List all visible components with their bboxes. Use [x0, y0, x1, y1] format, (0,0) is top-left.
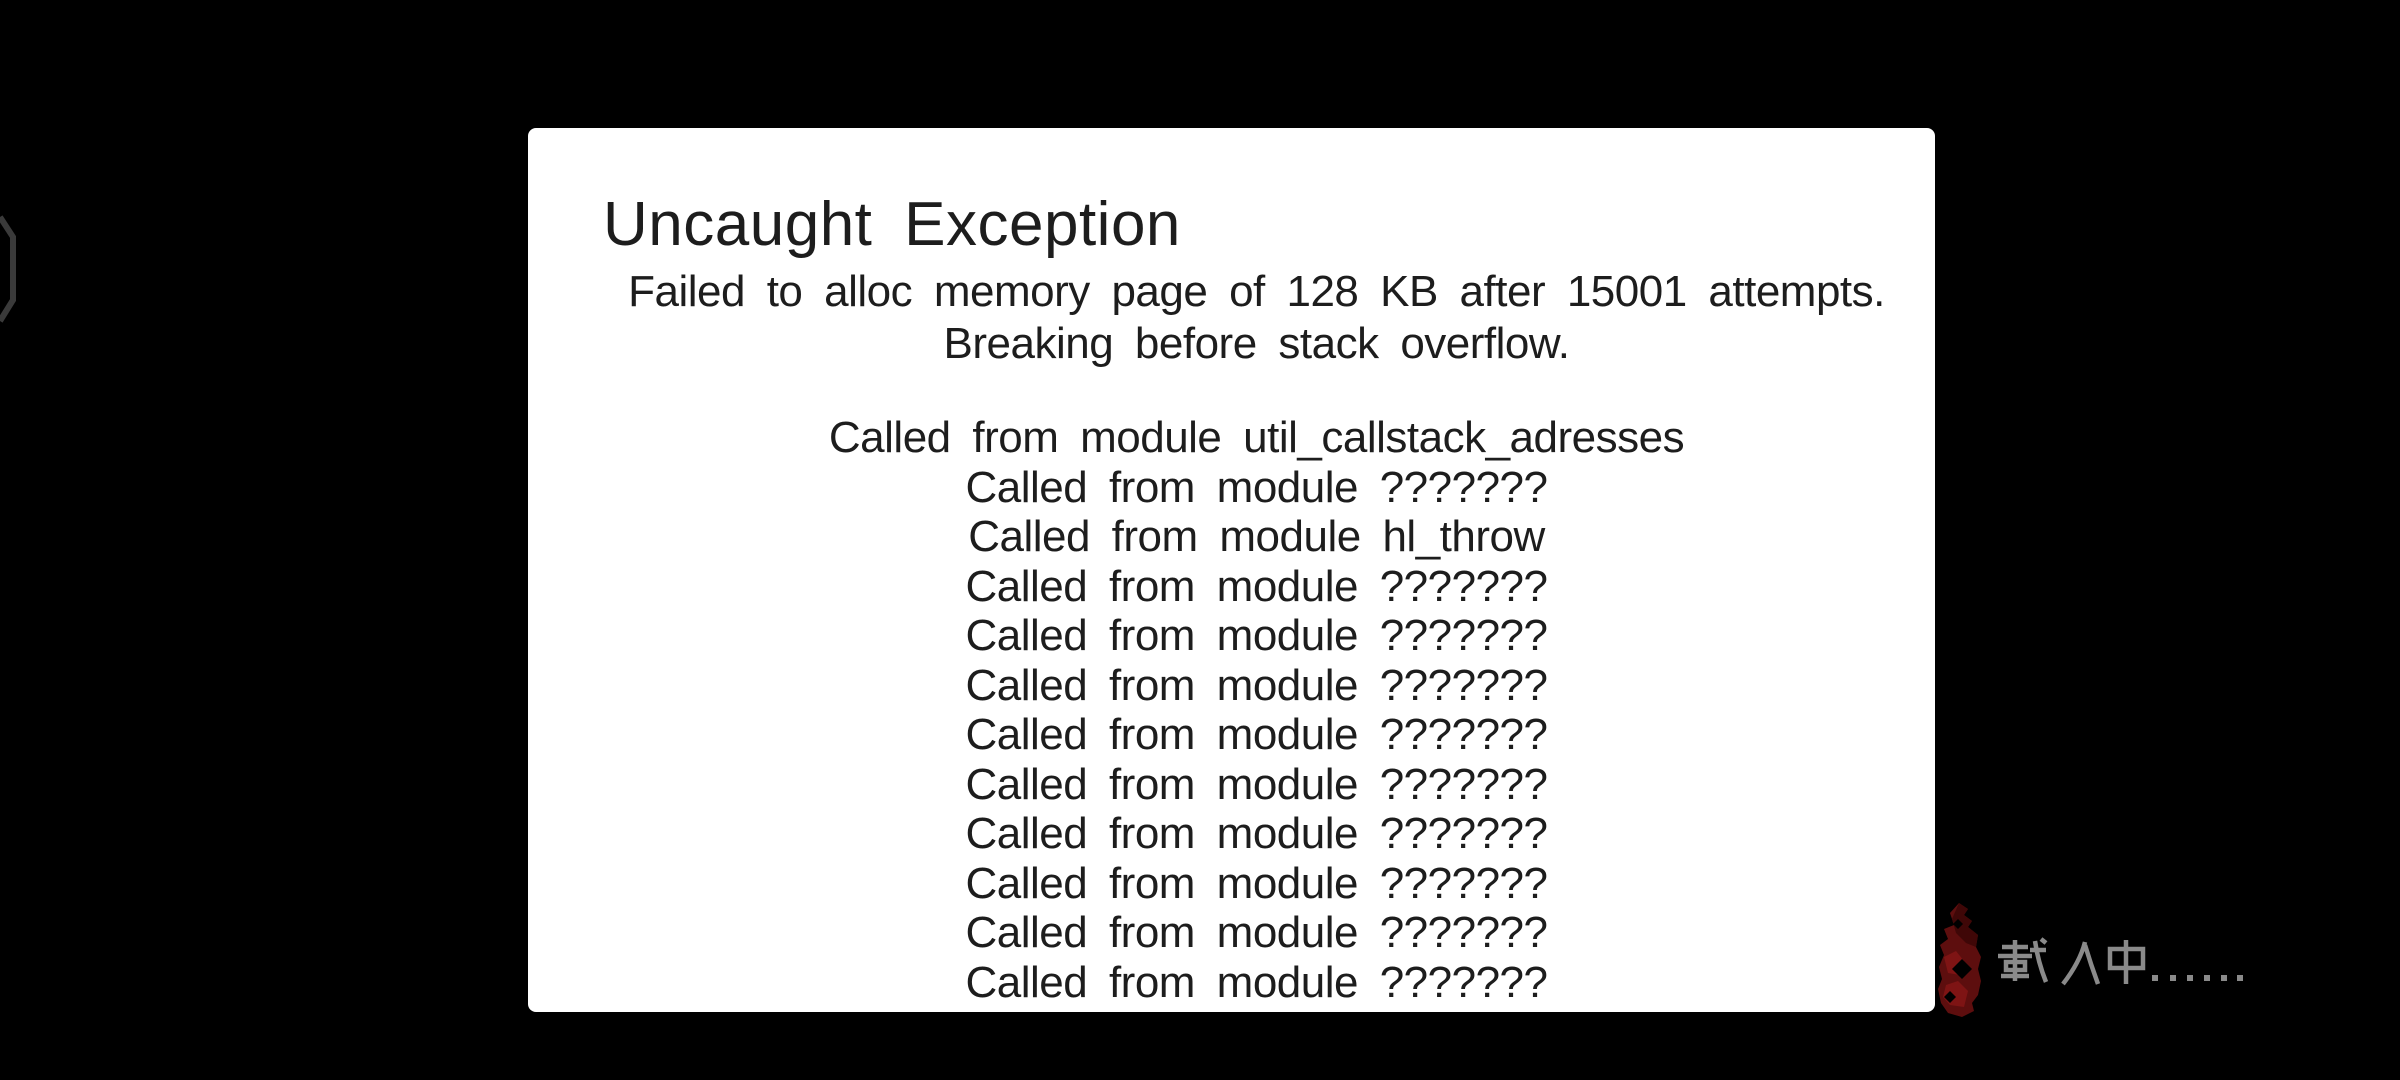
callstack-line: Called from module ??????? [965, 809, 1548, 858]
dialog-title: Uncaught Exception [603, 190, 1181, 259]
callstack-line: Called from module ??????? [965, 858, 1548, 908]
callstack-line: Called from module ??????? [965, 957, 1548, 1007]
callstack-line: Called from module util_callstack_adresses [828, 413, 1685, 462]
callstack-line: Called from module ??????? [965, 660, 1548, 710]
callstack-line: Called from module ??????? [965, 759, 1548, 809]
edge-octagon-icon [0, 214, 20, 326]
exception-dialog [528, 128, 1935, 1012]
loading-text-glyphs [1996, 937, 2254, 987]
callstack-line: Called from module ??????? [965, 908, 1548, 957]
callstack-line: Called from module ??????? [965, 710, 1548, 759]
callstack-list [578, 413, 1935, 1007]
loading-text [1937, 897, 1938, 898]
callstack-line: Called from module ??????? [965, 561, 1548, 611]
error-message-line: Failed to alloc memory page of 128 KB after 15001 attempts. [628, 267, 1885, 316]
error-message [578, 266, 1935, 370]
callstack-line: Called from module hl_throw [968, 512, 1545, 561]
error-message-line: Breaking before stack overflow. [943, 319, 1570, 368]
loading-indicator [1937, 897, 2267, 1027]
red-blob-flame-icon [1937, 901, 1983, 1019]
callstack-line: Called from module ??????? [965, 611, 1548, 660]
callstack-line: Called from module ??????? [965, 462, 1548, 512]
